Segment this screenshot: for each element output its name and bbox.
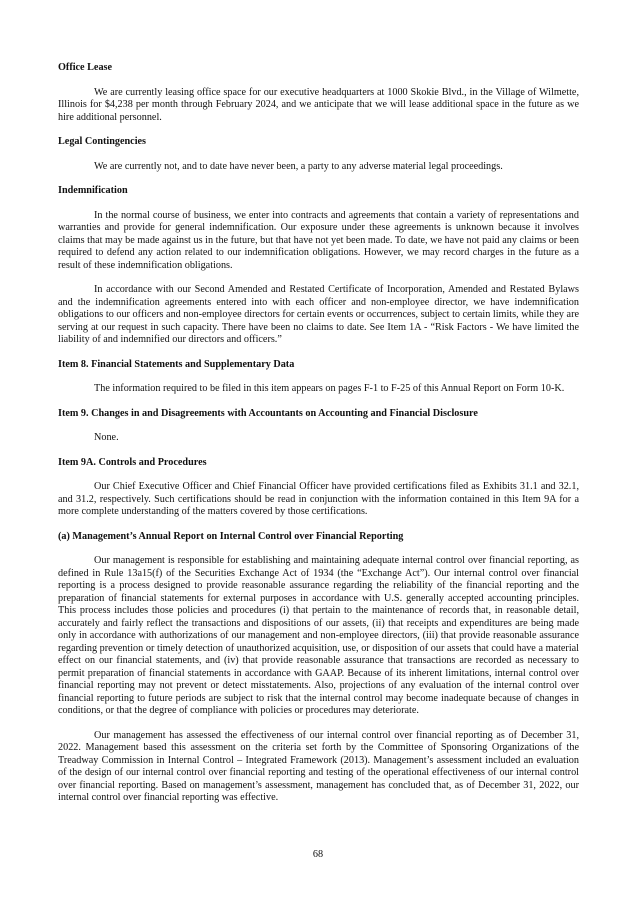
paragraph-item-9: None. <box>94 432 119 443</box>
heading-item-8: Item 8. Financial Statements and Supplementary Data <box>58 358 295 370</box>
paragraph-management-report-2: Our management has assessed the effectiveness of our internal control over financial reporting as of December 31, 2022. Management based this assessment on the criteria set forth by the Committee of Sponsoring Organizations of the Treadway Commission in Internal Control – Integrated Framework (2013). Management’s assessment included an evaluation of the design of our internal control over financial reporting and testing of the operational effectiveness of our internal control over financial reporting. Based on management’s assessment, management has concluded that, as of December 31, 2022, our internal control over financial reporting was effective. <box>58 729 579 803</box>
paragraph-item-9a: Our Chief Executive Officer and Chief Financial Officer have provided certifications filed as Exhibits 31.1 and 32.1, and 31.2, respectively. Such certifications should be read in conjunction with the information contained in this Item 9A for a more complete understanding of the matters covered by those certifications. <box>58 481 579 517</box>
paragraph-indemnification-2: In accordance with our Second Amended and Restated Certificate of Incorporation, Amended and Restated Bylaws and the indemnification agreements entered into with each officer and non-employee director, we have indemnification obligations to our officers and non-employee directors for certain events or occurrences, subject to certain limits, while they are serving at our request in such capacity. There have been no claims to date. See Item 1A - “Risk Factors - We have limited the liability of and indemnified our directors and officers.” <box>58 284 579 345</box>
heading-indemnification: Indemnification <box>58 185 128 196</box>
heading-legal-contingencies: Legal Contingencies <box>58 136 147 147</box>
heading-item-9a: Item 9A. Controls and Procedures <box>58 456 207 468</box>
paragraph-legal-contingencies: We are currently not, and to date have never been, a party to any adverse material legal proceedings. <box>94 160 503 172</box>
heading-management-report: (a) Management’s Annual Report on Internal Control over Financial Reporting <box>58 530 404 542</box>
paragraph-item-8: The information required to be filed in this item appears on pages F-1 to F-25 of this Annual Report on Form 10-K. <box>94 383 565 394</box>
page-number: 68 <box>312 849 324 860</box>
paragraph-office-lease: We are currently leasing office space for our executive headquarters at 1000 Skokie Blvd., in the Village of Wilmette, Illinois for $4,238 per month through February 2024, and we anticipate that we will lease additional space in the future as we hire additional personnel. <box>58 86 579 123</box>
paragraph-management-report-1: Our management is responsible for establishing and maintaining adequate internal control over financial reporting, as defined in Rule 13a15(f) of the Securities Exchange Act of 1934 (the “Exchange Act”). Our internal control over financial reporting is a process designed to provide reasonable assurance regarding the reliability of the financial reporting and the preparation of financial statements for external purposes in accordance with U.S. generally accepted accounting principles. This process includes those policies and procedures (i) that pertain to the maintenance of records that, in reasonable detail, accurately and fairly reflect the transactions and dispositions of our assets, (ii) that receipts and expenditures are being made only in accordance with authorizations of our management and non-employee directors, (iii) that provide reasonable assurance regarding prevention or timely detection of unauthorized acquisition, use, or disposition of our assets that could have a material effect on our financial statements, and (iv) that provide reasonable assurance that transactions are recorded as necessary to permit preparation of financial statements in accordance with GAAP. Because of its inherent limitations, internal control over financial reporting may not prevent or detect misstatements. Also, projections of any evaluation of the internal control over financial reporting to future periods are subject to risk that the internal control may become inadequate because of changes in conditions, or that the degree of compliance with policies or procedures may deteriorate. <box>58 555 579 716</box>
document-page <box>58 62 579 805</box>
heading-office-lease: Office Lease <box>58 62 113 73</box>
paragraph-indemnification-1: In the normal course of business, we enter into contracts and agreements that contain a variety of representations and warranties and provide for general indemnification. Our exposure under these agreements is unknown because it involves claims that may be made against us in the future, but that have not yet been made. To date, we have not paid any claims or been required to defend any action related to our indemnification obligations. However, we may record charges in the future as a result of these indemnification obligations. <box>58 209 579 271</box>
heading-item-9: Item 9. Changes in and Disagreements with Accountants on Accounting and Financial Disclosure <box>58 407 478 419</box>
